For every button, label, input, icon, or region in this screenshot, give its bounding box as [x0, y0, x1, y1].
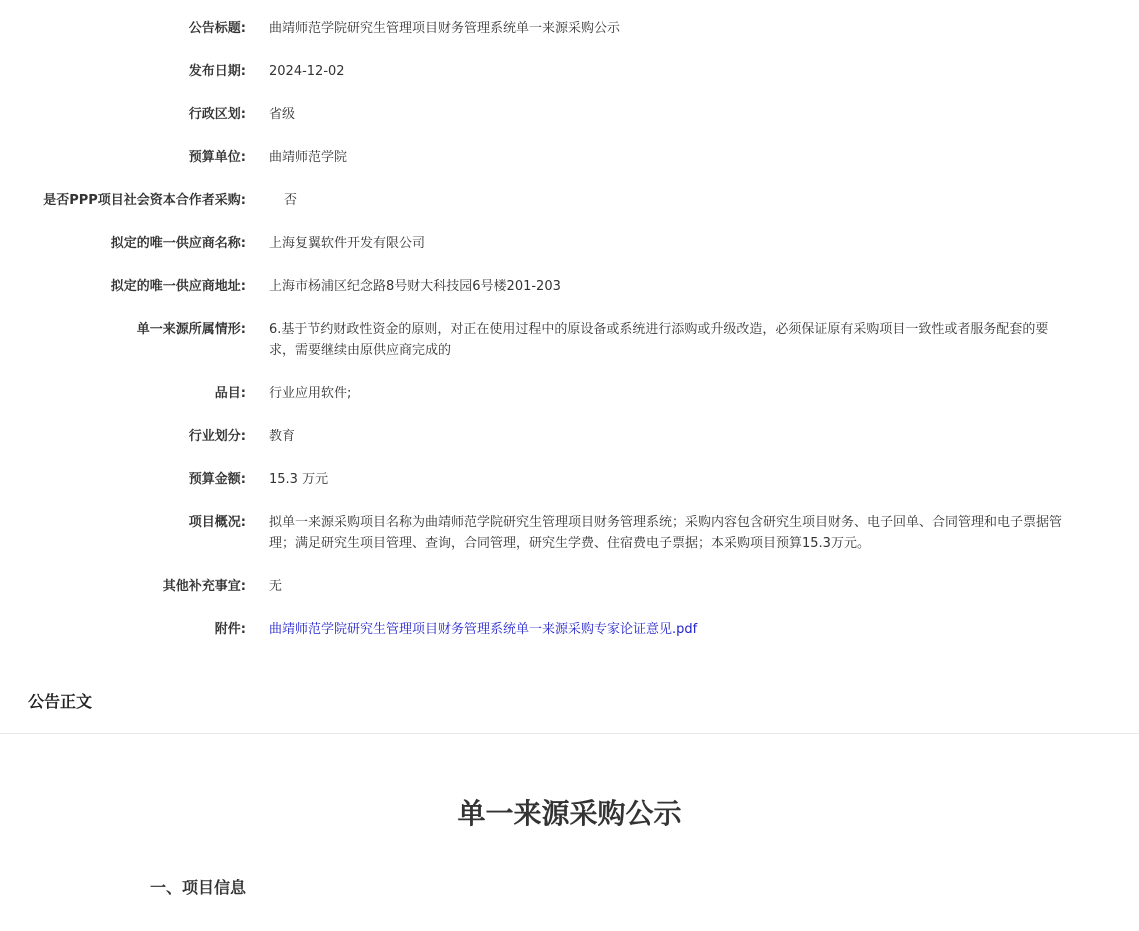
info-value: 15.3 万元 [269, 472, 329, 487]
info-label: 项目概况: [188, 515, 246, 530]
info-value [269, 619, 1069, 640]
info-label: 预算金额: [188, 472, 246, 487]
info-label: 行政区划: [188, 107, 246, 122]
info-value: 省级 [269, 107, 296, 122]
info-label: 拟定的唯一供应商地址: [110, 279, 246, 294]
section-heading: 公告正文 [28, 692, 93, 711]
info-value: 行业应用软件; [269, 386, 352, 401]
document-subheading: 一、项目信息 [150, 878, 247, 897]
info-label: 是否PPP项目社会资本合作者采购: [43, 193, 246, 208]
info-label: 公告标题: [188, 21, 246, 36]
document-title: 单一来源采购公示 [457, 797, 682, 830]
info-label: 预算单位: [188, 150, 246, 165]
info-value: 否 [284, 193, 298, 208]
info-label: 发布日期: [188, 64, 246, 79]
info-value: 上海市杨浦区纪念路8号财大科技园6号楼201-203 [269, 279, 561, 294]
info-value: 无 [269, 579, 283, 594]
info-value: 上海复翼软件开发有限公司 [269, 236, 426, 251]
info-value: 6.基于节约财政性资金的原则，对正在使用过程中的原设备或系统进行添购或升级改造，必须保证原有采购项目一致性或者服务配套的要求，需要继续由原供应商完成的 [269, 322, 1049, 358]
info-label: 其他补充事宜: [162, 579, 246, 594]
info-label: 单一来源所属情形: [136, 322, 246, 337]
info-value: 教育 [269, 429, 296, 444]
info-label: 拟定的唯一供应商名称: [110, 236, 246, 251]
attachment-link[interactable]: 曲靖师范学院研究生管理项目财务管理系统单一来源采购专家论证意见.pdf [269, 622, 698, 637]
info-label: 品目: [214, 386, 246, 401]
info-label: 行业划分: [188, 429, 246, 444]
info-value: 曲靖师范学院研究生管理项目财务管理系统单一来源采购公示 [269, 21, 621, 36]
info-value: 曲靖师范学院 [269, 150, 348, 165]
divider [0, 733, 1139, 734]
info-value: 拟单一来源采购项目名称为曲靖师范学院研究生管理项目财务管理系统；采购内容包含研究生项目财务、电子回单、合同管理和电子票据管理；满足研究生项目管理、查询，合同管理，研究生学费、住宿费电子票据；本采购项目预算15.3万元。 [269, 515, 1063, 551]
info-label: 附件: [214, 622, 246, 637]
info-value: 2024-12-02 [269, 64, 345, 79]
